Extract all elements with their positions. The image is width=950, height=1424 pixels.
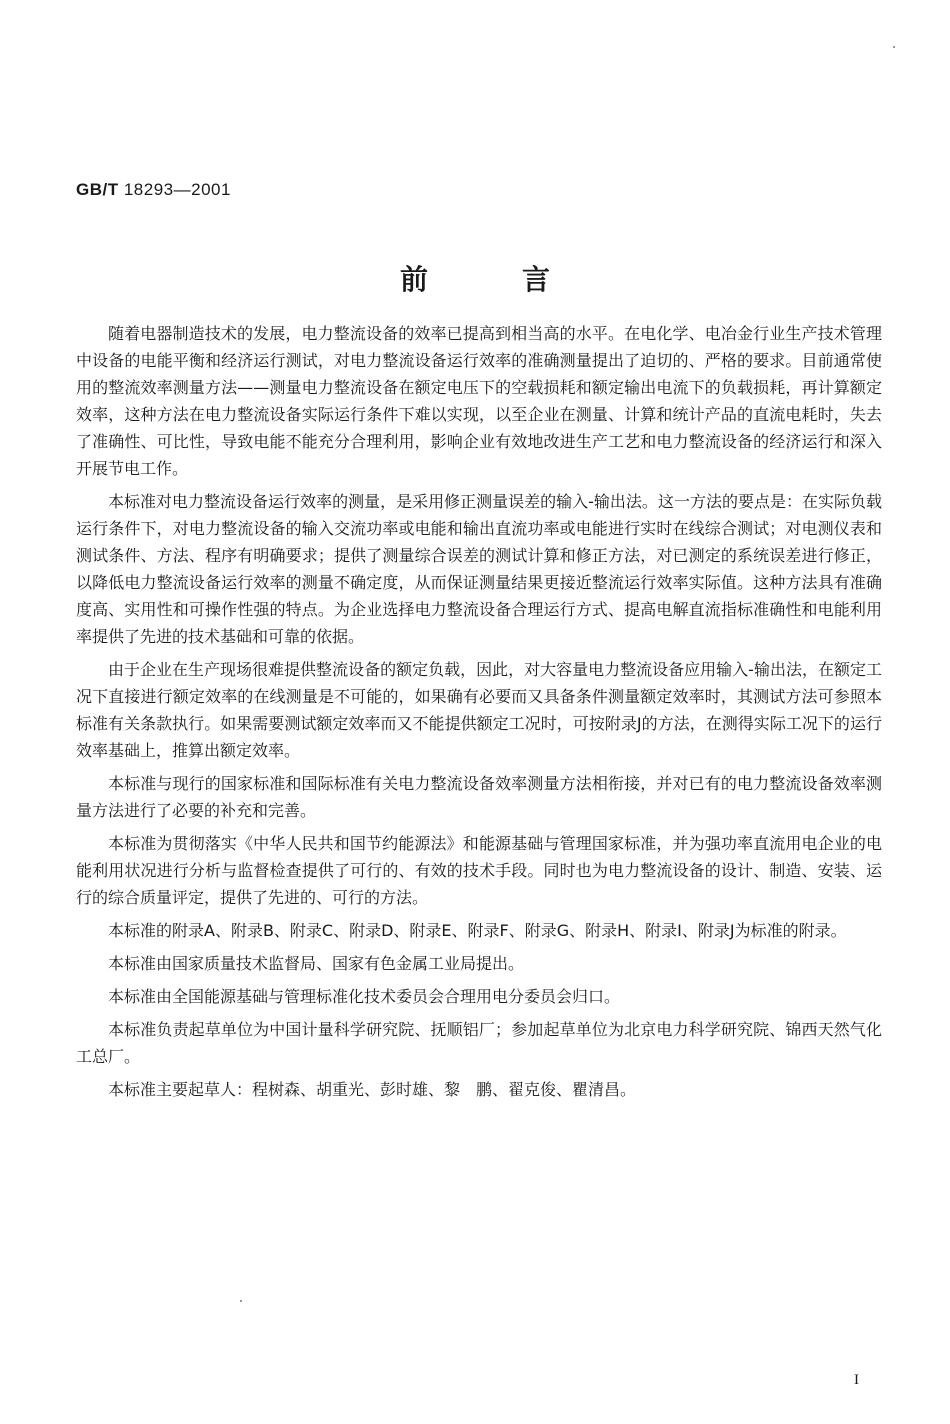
foreword-body	[76, 320, 882, 1109]
paragraph: 本标准的附录A、附录B、附录C、附录D、附录E、附录F、附录G、附录H、附录I、附录J为标准的附录。	[108, 921, 847, 940]
paragraph: 随着电器制造技术的发展，电力整流设备的效率已提高到相当高的水平。在电化学、电冶金行业生产技术管理中设备的电能平衡和经济运行测试，对电力整流设备运行效率的准确测量提出了迫切的、严格的要求。目前通常使用的整流效率测量方法——测量电力整流设备在额定电压下的空载损耗和额定输出电流下的负载损耗，再计算额定效率，这种方法在电力整流设备实际运行条件下难以实现，以至企业在测量、计算和统计产品的直流电耗时，失去了准确性、可比性，导致电能不能充分合理利用，影响企业有效地改进生产工艺和电力整流设备的经济运行和深入开展节电工作。	[76, 324, 882, 478]
paragraph: 由于企业在生产现场很难提供整流设备的额定负载，因此，对大容量电力整流设备应用输入-输出法，在额定工况下直接进行额定效率的在线测量是不可能的，如果确有必要而又具备条件测量额定效率时，其测试方法可参照本标准有关条款执行。如果需要测试额定效率而又不能提供额定工况时，可按附录J的方法，在测得实际工况下的运行效率基础上，推算出额定效率。	[76, 660, 882, 760]
page-title: 前言	[399, 263, 644, 296]
paragraph: 本标准负责起草单位为中国计量科学研究院、抚顺铝厂；参加起草单位为北京电力科学研究院、锦西天然气化工总厂。	[76, 1020, 882, 1066]
paragraph: 本标准由国家质量技术监督局、国家有色金属工业局提出。	[108, 954, 525, 973]
page-number: I	[854, 1372, 859, 1388]
scan-speck	[893, 46, 895, 48]
paragraph: 本标准主要起草人：程树森、胡重光、彭时雄、黎 鹏、翟克俊、瞿清昌。	[108, 1080, 637, 1099]
paragraph: 本标准为贯彻落实《中华人民共和国节约能源法》和能源基础与管理国家标准，并为强功率直流用电企业的电能利用状况进行分析与监督检查提供了可行的、有效的技术手段。同时也为电力整流设备的设计、制造、安装、运行的综合质量评定，提供了先进的、可行的方法。	[76, 834, 882, 907]
standard-prefix: GB/T	[76, 180, 119, 199]
scan-speck	[240, 1300, 242, 1302]
standard-code	[76, 180, 231, 200]
standard-number: 18293—2001	[123, 180, 231, 199]
paragraph: 本标准由全国能源基础与管理标准化技术委员会合理用电分委员会归口。	[108, 987, 621, 1006]
paragraph: 本标准与现行的国家标准和国际标准有关电力整流设备效率测量方法相衔接，并对已有的电力整流设备效率测量方法进行了必要的补充和完善。	[76, 774, 882, 820]
paragraph: 本标准对电力整流设备运行效率的测量，是采用修正测量误差的输入-输出法。这一方法的要点是：在实际负载运行条件下，对电力整流设备的输入交流功率或电能和输出直流功率或电能进行实时在线综合测试；对电测仪表和测试条件、方法、程序有明确要求；提供了测量综合误差的测试计算和修正方法，对已测定的系统误差进行修正，以降低电力整流设备运行效率的测量不确定度，从而保证测量结果更接近整流运行效率实际值。这种方法具有准确度高、实用性和可操作性强的特点。为企业选择电力整流设备合理运行方式、提高电解直流指标准确性和电能利用率提供了先进的技术基础和可靠的依据。	[76, 492, 882, 646]
